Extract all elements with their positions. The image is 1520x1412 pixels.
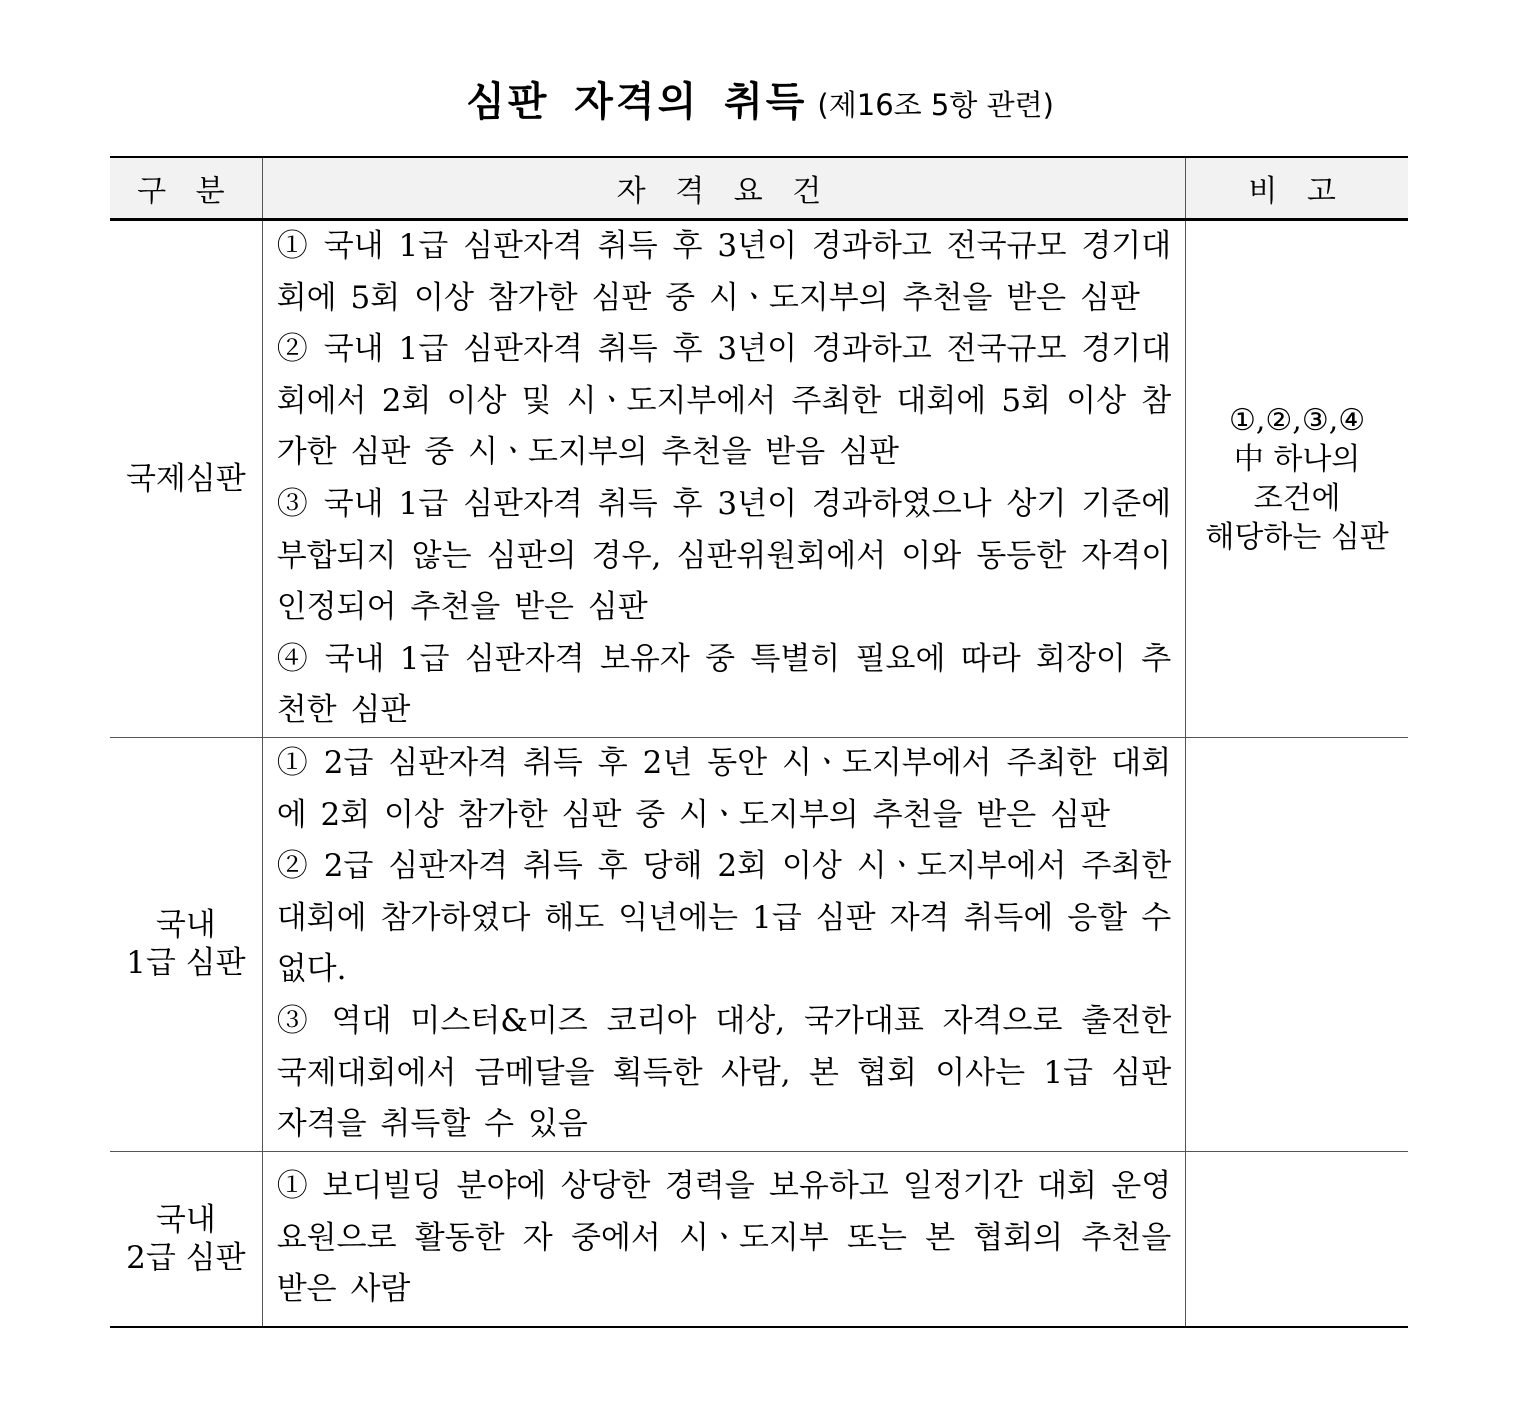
table-row	[110, 220, 1408, 738]
requirement-item: ① 국내 1급 심판자격 취득 후 3년이 경과하고 전국규모 경기대회에 5회 이상 참가한 심판 중 시ㆍ도지부의 추천을 받은 심판	[276, 228, 1172, 316]
requirement-item: ② 국내 1급 심판자격 취득 후 3년이 경과하고 전국규모 경기대회에서 2회 이상 및 시ㆍ도지부에서 주최한 대회에 5회 이상 참가한 심판 중 시ㆍ도지부의 추천을 받음 심판	[276, 331, 1172, 471]
requirement-item: ③ 역대 미스터&미즈 코리아 대상, 국가대표 자격으로 출전한 국제대회에서 금메달을 획득한 사람, 본 협회 이사는 1급 심판 자격을 취득할 수 있음	[276, 1002, 1172, 1143]
category-label: 2급 심판	[126, 1239, 246, 1276]
category-cell	[110, 220, 262, 738]
requirements-cell	[262, 737, 1185, 1151]
requirement-item: ① 보디빌딩 분야에 상당한 경력을 보유하고 일정기간 대회 운영요원으로 활동한 자 중에서 시ㆍ도지부 또는 본 협회의 추천을 받은 사람	[276, 1168, 1172, 1308]
category-label: 국내	[155, 907, 216, 944]
title-main: 심판 자격의 취득	[466, 79, 808, 125]
category-label: 국내	[155, 1201, 216, 1238]
category-label: 국제심판	[125, 460, 246, 497]
requirement-item: ④ 국내 1급 심판자격 보유자 중 특별히 필요에 따라 회장이 추천한 심판	[276, 640, 1172, 729]
category-cell	[110, 737, 262, 1151]
requirements-cell	[262, 1151, 1185, 1327]
note-line: 조건에	[1253, 480, 1341, 516]
requirement-item: ① 2급 심판자격 취득 후 2년 동안 시ㆍ도지부에서 주최한 대회에 2회 이상 참가한 심판 중 시ㆍ도지부의 추천을 받은 심판	[276, 744, 1172, 833]
title-sub: (제16조 5항 관련)	[817, 88, 1054, 122]
note-line: ①,②,③,④	[1228, 402, 1366, 438]
table-row	[110, 1151, 1408, 1327]
header-category: 구 분	[110, 157, 262, 220]
requirements-cell	[262, 220, 1185, 738]
header-row	[110, 157, 1408, 220]
note-line: 中 하나의	[1233, 441, 1361, 477]
category-label: 1급 심판	[126, 945, 246, 982]
requirement-item: ② 2급 심판자격 취득 후 당해 2회 이상 시ㆍ도지부에서 주최한 대회에 참가하였다 해도 익년에는 1급 심판 자격 취득에 응할 수 없다.	[276, 848, 1172, 988]
note-cell	[1186, 220, 1408, 738]
header-requirements: 자 격 요 건	[262, 157, 1185, 220]
category-cell	[110, 1151, 262, 1327]
header-note: 비 고	[1186, 157, 1408, 220]
note-cell	[1186, 737, 1408, 1151]
requirement-item: ③ 국내 1급 심판자격 취득 후 3년이 경과하였으나 상기 기준에 부합되지 않는 심판의 경우, 심판위원회에서 이와 동등한 자격이 인정되어 추천을 받은 심판	[276, 485, 1172, 626]
note-cell	[1186, 1151, 1408, 1327]
table-row	[110, 737, 1408, 1151]
document-title	[0, 70, 1520, 127]
note-line: 해당하는 심판	[1205, 519, 1389, 555]
qualification-table	[110, 156, 1408, 1328]
